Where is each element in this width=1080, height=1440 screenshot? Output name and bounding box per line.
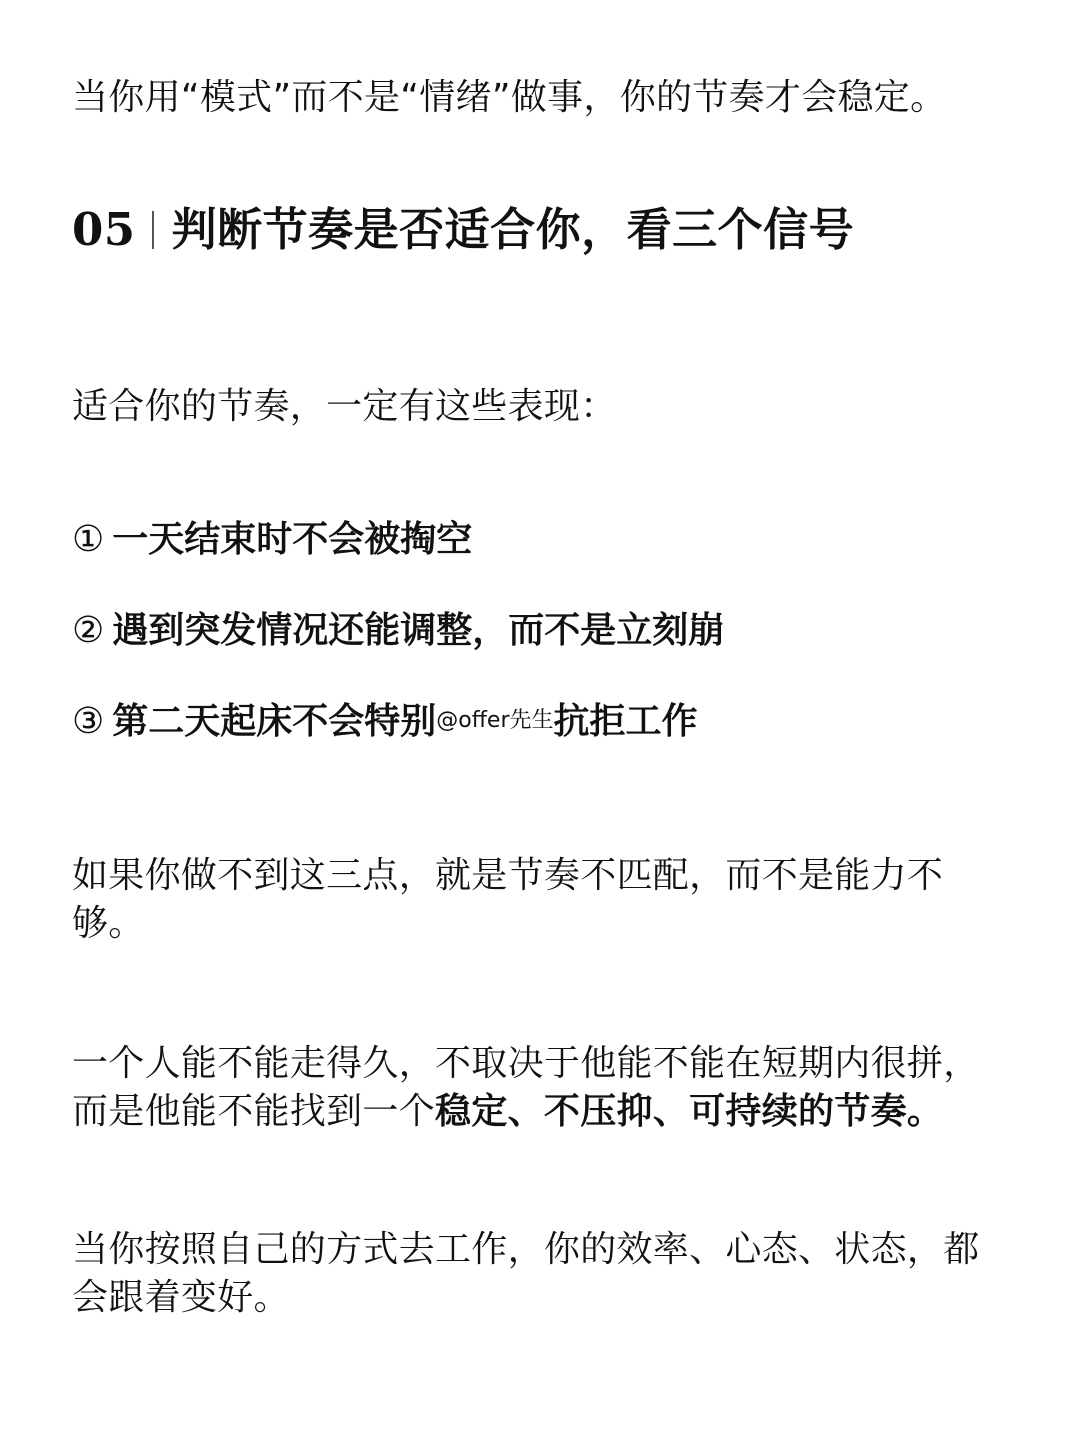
own-way-line-1: 当你按照自己的方式去工作，你的效率、心态、状态，都 bbox=[72, 1229, 980, 1270]
signal-text-3-after: 抗拒工作 bbox=[553, 701, 698, 742]
intro-paragraph bbox=[72, 74, 1002, 122]
signal-item-1 bbox=[72, 516, 1012, 564]
signal-marker-1: ① bbox=[72, 519, 105, 560]
own-way-paragraph bbox=[72, 1226, 1002, 1322]
mismatch-line-1: 如果你做不到这三点，就是节奏不匹配，而不是能力不 bbox=[72, 855, 944, 896]
lead-paragraph bbox=[72, 383, 1002, 431]
section-heading bbox=[72, 200, 1002, 260]
signal-marker-3: ③ bbox=[72, 701, 105, 742]
section-number: 05 bbox=[72, 203, 136, 256]
signal-text-1: 一天结束时不会被掏空 bbox=[112, 519, 473, 560]
longevity-line-2 bbox=[72, 1088, 1002, 1136]
mismatch-paragraph bbox=[72, 852, 1002, 948]
intro-text: 当你用“模式”而不是“情绪”做事，你的节奏才会稳定。 bbox=[72, 77, 947, 118]
longevity-line-2-regular: 而是他能不能找到一个 bbox=[72, 1091, 436, 1132]
own-way-line-2: 会跟着变好。 bbox=[72, 1277, 290, 1318]
signal-text-3-before: 第二天起床不会特别 bbox=[112, 701, 437, 742]
heading-divider bbox=[152, 211, 154, 249]
signal-item-2 bbox=[72, 607, 1012, 655]
lead-text: 适合你的节奏，一定有这些表现： bbox=[72, 386, 617, 427]
mismatch-line-2: 够。 bbox=[72, 903, 145, 944]
longevity-line-1: 一个人能不能走得久，不取决于他能不能在短期内很拼， bbox=[72, 1043, 980, 1084]
longevity-paragraph bbox=[72, 1040, 1002, 1136]
signal-marker-2: ② bbox=[72, 610, 105, 651]
longevity-emphasis: 稳定、不压抑、可持续的节奏。 bbox=[435, 1091, 944, 1132]
signal-item-3 bbox=[72, 697, 1012, 746]
author-watermark: @offer先生 bbox=[436, 708, 554, 733]
section-title: 判断节奏是否适合你，看三个信号 bbox=[171, 203, 855, 256]
signal-text-2: 遇到突发情况还能调整，而不是立刻崩 bbox=[112, 610, 725, 651]
